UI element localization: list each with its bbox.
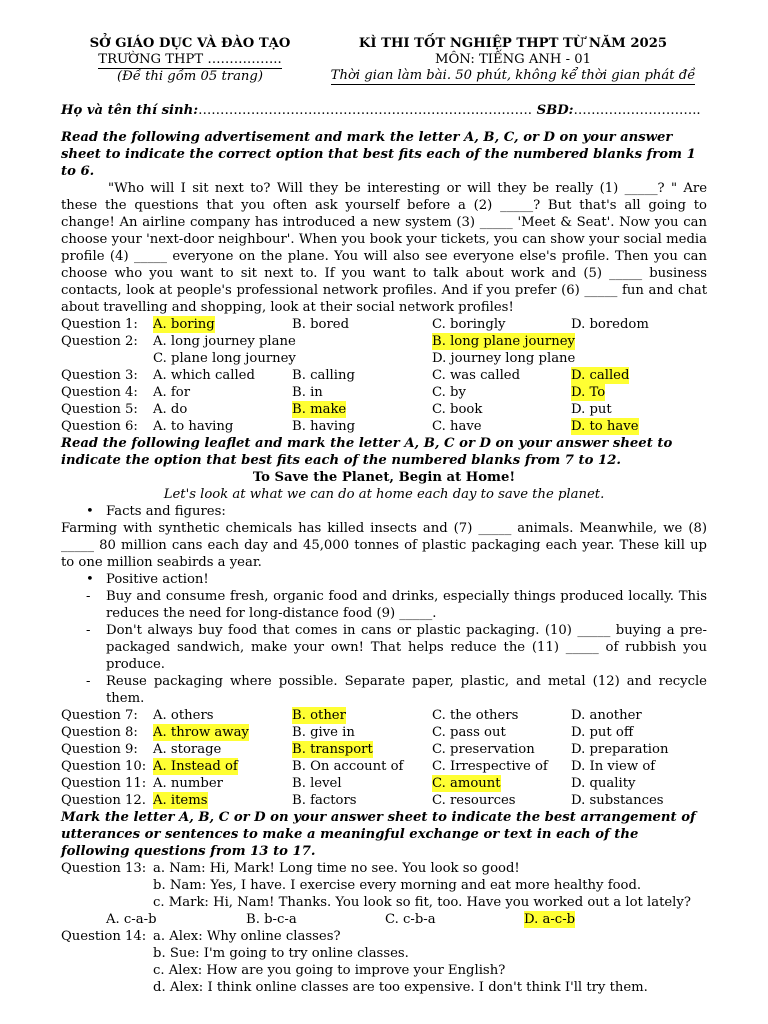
option-b[interactable]: B. in bbox=[292, 385, 323, 400]
option-b[interactable]: B. calling bbox=[292, 368, 355, 383]
option-c[interactable]: C. c-b-a bbox=[385, 912, 436, 927]
question-label: Question 4: bbox=[61, 385, 138, 400]
option-c[interactable]: C. book bbox=[432, 402, 483, 417]
section1-instruction: Read the following advertisement and mark the letter A, B, C, or D on your answer sheet to indicate the correct option that best fits each of the numbered blanks from 1 to 6. bbox=[61, 130, 696, 179]
option-d[interactable]: D. put off bbox=[571, 725, 634, 740]
option-c[interactable]: C. plane long journey bbox=[153, 351, 296, 366]
option-a[interactable]: A. which called bbox=[153, 368, 255, 383]
option-d[interactable]: D. journey long plane bbox=[432, 351, 576, 366]
option-c[interactable]: C. have bbox=[432, 419, 482, 434]
question-row bbox=[61, 316, 707, 333]
option-c[interactable]: C. pass out bbox=[432, 725, 506, 740]
option-c[interactable]: C. boringly bbox=[432, 317, 506, 332]
dialogue-line bbox=[61, 945, 707, 962]
question-label: Question 12. bbox=[61, 793, 146, 808]
exam-page bbox=[61, 36, 707, 996]
option-a[interactable]: A. long journey plane bbox=[153, 334, 296, 349]
answer-options bbox=[61, 911, 707, 928]
option-d[interactable]: D. quality bbox=[571, 776, 636, 791]
question-label: Question 9: bbox=[61, 742, 138, 757]
option-b[interactable]: B. On account of bbox=[292, 759, 404, 774]
utterance: a. Alex: Why online classes? bbox=[153, 929, 341, 944]
option-d[interactable]: D. to have bbox=[571, 419, 639, 434]
subject-name: MÔN: TIẾNG ANH - 01 bbox=[434, 52, 592, 67]
leaflet-title: To Save the Planet, Begin at Home! bbox=[252, 470, 516, 485]
question-label: Question 1: bbox=[61, 317, 138, 332]
option-c[interactable]: C. amount bbox=[432, 776, 501, 791]
option-d[interactable]: D. called bbox=[571, 368, 630, 383]
utterance: c. Mark: Hi, Nam! Thanks. You look so fit, too. Have you worked out a lot lately? bbox=[153, 895, 691, 910]
leaflet-subtitle: Let's look at what we can do at home each day to save the planet. bbox=[163, 487, 605, 502]
question-label: Question 8: bbox=[61, 725, 138, 740]
option-a[interactable]: A. others bbox=[153, 708, 214, 723]
option-a[interactable]: A. items bbox=[153, 793, 208, 808]
option-b[interactable]: B. other bbox=[292, 708, 346, 723]
option-d[interactable]: D. boredom bbox=[571, 317, 649, 332]
sbd-field[interactable]: ……………………….. bbox=[573, 103, 701, 118]
option-b[interactable]: B. transport bbox=[292, 742, 373, 757]
utterance: c. Alex: How are you going to improve your English? bbox=[153, 963, 506, 978]
option-b[interactable]: B. having bbox=[292, 419, 356, 434]
exam-title: KÌ THI TỐT NGHIỆP THPT TỪ NĂM 2025 bbox=[358, 36, 668, 51]
option-d[interactable]: D. another bbox=[571, 708, 642, 723]
question-row bbox=[61, 758, 707, 775]
section1-passage: "Who will I sit next to? Will they be interesting or will they be really (1) _____? " Are these the questions that you often ask yourself before a (2) _____? But that's all going to change! An airline company has introduced a new system (3) _____ 'Meet & Seat'. Now you can choose your 'next-door neighbour'. When you book your tickets, you can show your social media profile (4) _____ everyone on the plane. You will also see everyone else's profile. Then you can choose who you want to sit next to. If you want to talk about work and (5) _____ business contacts, look at people's professional network profiles. And if you prefer (6) _____ fun and chat about travelling and shopping, look at their social network profiles! bbox=[61, 181, 707, 315]
option-d[interactable]: D. In view of bbox=[571, 759, 656, 774]
section2-instruction: Read the following leaflet and mark the letter A, B, C or D on your answer sheet to indicate the option that best fits each of the numbered blanks from 7 to 12. bbox=[61, 436, 673, 468]
option-c[interactable]: C. by bbox=[432, 385, 466, 400]
question-label: Question 3: bbox=[61, 368, 138, 383]
school-name: TRƯỜNG THPT …………….. bbox=[98, 52, 282, 67]
exam-info-block bbox=[319, 36, 707, 85]
option-b[interactable]: B. long plane journey bbox=[432, 334, 575, 349]
action-item: - Buy and consume fresh, organic food and drinks, especially things produced locally. This reduces the need for long-distance food (9) _____. bbox=[61, 588, 707, 622]
question-row bbox=[61, 707, 707, 724]
question-label: Question 10: bbox=[61, 759, 147, 774]
option-c[interactable]: C. was called bbox=[432, 368, 521, 383]
option-d[interactable]: D. substances bbox=[571, 793, 664, 808]
option-a[interactable]: A. c-a-b bbox=[106, 912, 157, 927]
option-c[interactable]: C. the others bbox=[432, 708, 519, 723]
question-row bbox=[61, 741, 707, 758]
dialogue-line bbox=[61, 877, 707, 894]
question-label: Question 5: bbox=[61, 402, 138, 417]
option-b[interactable]: B. level bbox=[292, 776, 342, 791]
option-c[interactable]: C. resources bbox=[432, 793, 516, 808]
exam-header bbox=[61, 36, 707, 92]
question-row bbox=[61, 401, 707, 418]
option-d[interactable]: D. To bbox=[571, 385, 606, 400]
name-field[interactable]: …………………………………………………………………. bbox=[198, 103, 532, 118]
dialogue-line bbox=[61, 860, 707, 877]
dialogue-line bbox=[61, 894, 707, 911]
question-row bbox=[61, 792, 707, 809]
question-label: Question 7: bbox=[61, 708, 138, 723]
utterance: a. Nam: Hi, Mark! Long time no see. You look so good! bbox=[153, 861, 520, 876]
section3-instruction: Mark the letter A, B, C or D on your answer sheet to indicate the best arrangement of utterances or sentences to make a meaningful exchange or text in each of the following questions from 13 to 17. bbox=[61, 810, 696, 859]
question-label: Question 14: bbox=[61, 929, 147, 944]
department-name: SỞ GIÁO DỤC VÀ ĐÀO TẠO bbox=[89, 36, 291, 51]
question-row bbox=[61, 418, 707, 435]
dialogue-line bbox=[61, 928, 707, 945]
option-a[interactable]: A. do bbox=[153, 402, 188, 417]
option-a[interactable]: A. number bbox=[153, 776, 223, 791]
question-row bbox=[61, 384, 707, 401]
dialogue-line bbox=[61, 979, 707, 996]
question-row bbox=[61, 333, 707, 350]
name-label: Họ và tên thí sinh: bbox=[61, 103, 199, 118]
option-a[interactable]: A. boring bbox=[153, 317, 215, 332]
question-row bbox=[61, 367, 707, 384]
option-b[interactable]: B. bored bbox=[292, 317, 350, 332]
sbd-label: SBD: bbox=[536, 103, 574, 118]
option-d[interactable]: D. preparation bbox=[571, 742, 669, 757]
option-a[interactable]: A. storage bbox=[153, 742, 222, 757]
option-d[interactable]: D. a-c-b bbox=[524, 912, 576, 927]
action-item: - Reuse packaging where possible. Separate paper, plastic, and metal (12) and recycle them. bbox=[61, 673, 707, 707]
time-note: Thời gian làm bài. 50 phút, không kể thời gian phát đề bbox=[330, 68, 696, 83]
option-b[interactable]: B. give in bbox=[292, 725, 355, 740]
candidate-line bbox=[61, 103, 707, 119]
dialogue-line bbox=[61, 962, 707, 979]
question-label: Question 6: bbox=[61, 419, 138, 434]
utterance: d. Alex: I think online classes are too expensive. I don't think I'll try them. bbox=[153, 980, 648, 995]
question-label: Question 11: bbox=[61, 776, 147, 791]
question-label: Question 2: bbox=[61, 334, 138, 349]
question-row-cont bbox=[61, 350, 707, 367]
question-row bbox=[61, 724, 707, 741]
utterance: b. Sue: I'm going to try online classes. bbox=[153, 946, 409, 961]
page-count-note: (Đề thi gồm 05 trang) bbox=[116, 69, 264, 84]
question-label: Question 13: bbox=[61, 861, 147, 876]
option-b[interactable]: B. b-c-a bbox=[246, 912, 297, 927]
option-a[interactable]: A. throw away bbox=[153, 725, 249, 740]
facts-paragraph: Farming with synthetic chemicals has killed insects and (7) _____ animals. Meanwhile, we (8) _____ 80 million cans each day and 45,000 tonnes of plastic packaging each year. These kill up to one million seabirds a year. bbox=[61, 521, 707, 570]
action-heading: • Positive action! bbox=[61, 571, 707, 588]
facts-heading: • Facts and figures: bbox=[61, 503, 707, 520]
option-a[interactable]: A. for bbox=[153, 385, 191, 400]
option-d[interactable]: D. put bbox=[571, 402, 612, 417]
option-a[interactable]: A. Instead of bbox=[153, 759, 238, 774]
option-b[interactable]: B. make bbox=[292, 402, 347, 417]
question-row bbox=[61, 775, 707, 792]
option-c[interactable]: C. Irrespective of bbox=[432, 759, 548, 774]
school-block bbox=[61, 36, 319, 85]
option-b[interactable]: B. factors bbox=[292, 793, 357, 808]
utterance: b. Nam: Yes, I have. I exercise every morning and eat more healthy food. bbox=[153, 878, 642, 893]
option-c[interactable]: C. preservation bbox=[432, 742, 535, 757]
action-item: - Don't always buy food that comes in cans or plastic packaging. (10) _____ buying a pre-packaged sandwich, make your own! That helps reduce the (11) _____ of rubbish you produce. bbox=[61, 622, 707, 673]
option-a[interactable]: A. to having bbox=[153, 419, 234, 434]
